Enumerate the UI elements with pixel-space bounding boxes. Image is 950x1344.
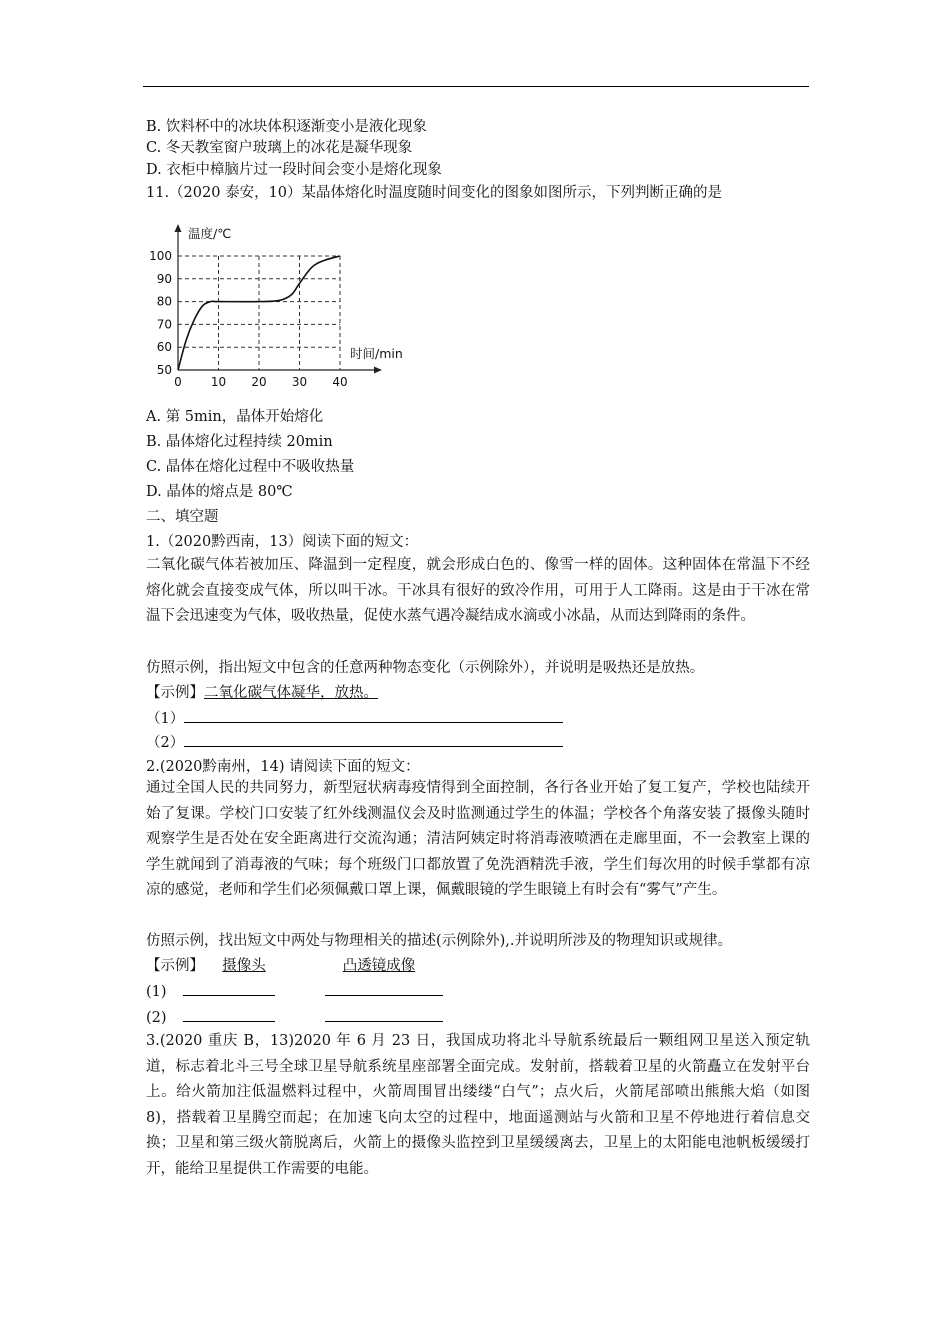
melting-chart-svg [146,218,416,400]
q11-option-c: C. 晶体在熔化过程中不吸收热量 [146,459,355,475]
fill-q1-passage: 二氧化碳气体若被加压、降温到一定程度，就会形成白色的、像雪一样的固体。这种固体在常温下不经熔化就会直接变成气体，所以叫干冰。干冰具有很好的致冷作用，可用于人工降雨。这是由于干冰在常温下会迅速变为气体，吸收热量，促使水蒸气遇冷凝结成水滴或小冰晶，从而达到降雨的条件。 [146,557,810,625]
x-tick-label: 10 [210,375,227,389]
blank-number: (2) [146,1010,167,1026]
example-label: 【示例】 [146,685,204,701]
answer-blank[interactable] [325,981,443,996]
section-title: 二、填空题 [146,509,219,525]
option-d-prev: D. 衣柜中樟脑片过一段时间会变小是熔化现象 [146,162,442,178]
fill-q1-stem: 1.（2020黔西南，13）阅读下面的短文： [146,534,419,550]
y-tick-label: 70 [156,317,172,332]
q11-option-b: B. 晶体熔化过程持续 20min [146,434,333,450]
y-tick-label: 50 [156,363,172,377]
fill-q1-blank-1 [146,708,563,729]
fill-q2-blank-1 [146,981,443,1002]
fill-q2-stem: 2.(2020黔南州，14) 请阅读下面的短文： [146,759,420,775]
x-tick-label: 20 [251,375,267,389]
fill-q2-passage: 通过全国人民的共同努力，新型冠状病毒疫情得到全面控制，各行各业开始了复工复产，学校也陆续开始了复课。学校门口安装了红外线测温仪会及时监测通过学生的体温；学校各个角落安装了摄像头随时观察学生是否处在安全距离进行交流沟通；清洁阿姨定时将消毒液喷洒在走廊里面，不一会教室上课的学生就闻到了消毒液的气味；每个班级门口都放置了免洗酒精洗手液，学生们每次用的时候手掌都有凉凉的感觉，老师和学生们必须佩戴口罩上课，佩戴眼镜的学生眼镜上有时会有“雾气”产生。 [146,780,810,899]
example-knowledge: 凸透镜成像 [342,958,416,974]
example-item: 摄像头 [222,958,266,974]
y-axis-arrow [175,224,182,232]
melting-chart [146,218,416,400]
q11-option-d: D. 晶体的熔点是 80℃ [146,484,293,500]
y-tick-label: 100 [149,249,172,263]
answer-blank[interactable] [184,732,563,747]
header-rule [143,86,809,87]
fill-q2-instruction: 仿照示例，找出短文中两处与物理相关的描述(示例除外),.并说明所涉及的物理知识或规律。 [146,933,733,949]
example-label: 【示例】 [146,958,204,974]
fill-q2-example [146,956,427,976]
answer-blank[interactable] [183,981,275,996]
fill-q1-instruction: 仿照示例，指出短文中包含的任意两种物态变化（示例除外），并说明是吸热还是放热。 [146,660,705,676]
option-b-prev: B. 饮料杯中的冰块体积逐渐变小是液化现象 [146,119,427,135]
option-c-prev: C. 冬天教室窗户玻璃上的冰花是凝华现象 [146,140,413,156]
fill-q1-example [146,683,378,703]
answer-blank[interactable] [325,1007,443,1022]
blank-number: （2） [146,735,185,751]
blank-number: (1) [146,984,167,1000]
question-11-stem: 11.（2020 泰安，10）某晶体熔化时温度随时间变化的图象如图所示，下列判断正确的是 [146,185,723,201]
x-axis-label: 时间/min [350,346,403,361]
fill-q1-blank-2 [146,732,563,753]
y-tick-label: 60 [156,340,172,355]
x-tick-label: 0 [174,375,182,389]
y-tick-label: 80 [156,294,172,309]
x-tick-label: 30 [291,375,308,389]
x-tick-label: 40 [332,375,348,389]
x-axis-arrow [374,367,382,374]
answer-blank[interactable] [183,1007,275,1022]
example-answer: 二氧化碳气体凝华，放热。 [204,685,378,701]
answer-blank[interactable] [184,708,563,723]
y-tick-label: 90 [156,271,172,286]
fill-q3-text: 3.(2020 重庆 B，13)2020 年 6 月 23 日，我国成功将北斗导航系统最后一颗组网卫星送入预定轨道，标志着北斗三号全球卫星导航系统星座部署全面完成。发射前，搭载着卫星的火箭矗立在发射平台上。给火箭加注低温燃料过程中，火箭周围冒出缕缕“白气”；点火后，火箭尾部喷出熊熊大焰（如图 8)，搭载着卫星腾空而起；在加速飞向太空的过程中，地面遥测站与火箭和卫星不停地进行着信息交换；卫星和第三级火箭脱离后，火箭上的摄像头监控到卫星缓缓离去，卫星上的太阳能电池帆板缓缓打开，能给卫星提供工作需要的电能。 [146,1033,810,1177]
fill-q2-blank-2 [146,1007,443,1028]
q11-option-a: A. 第 5min，晶体开始熔化 [146,409,324,425]
blank-number: （1） [146,711,185,727]
y-axis-label: 温度/℃ [188,226,232,241]
